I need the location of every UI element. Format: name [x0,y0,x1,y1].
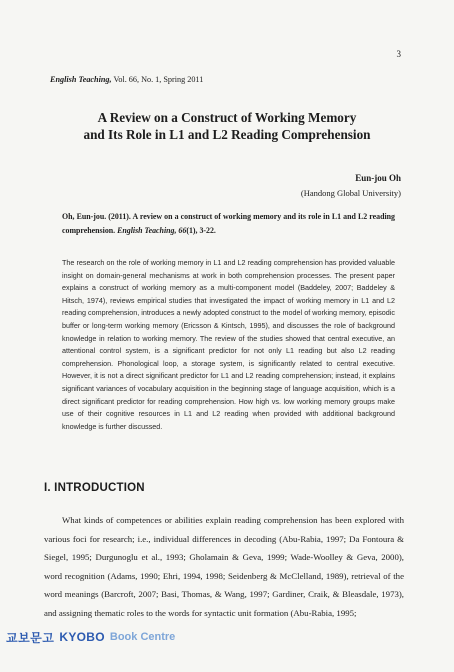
section-heading: I. INTRODUCTION [44,482,145,494]
author-name: Eun-jou Oh [355,173,401,183]
watermark-sub: Book Centre [109,631,176,643]
author-affiliation: (Handong Global University) [300,188,401,198]
journal-name: English Teaching, [50,75,112,84]
title-line-1: A Review on a Construct of Working Memory [97,110,357,125]
abstract: The research on the role of working memory in L1 and L2 reading comprehension has provided valuable insight on domain-general mechanisms at work in both comprehension processes. The present paper explains a construct of working memory as a multi-component model (Baddeley, 2007; Baddeley & Hitsch, 1974), reviews empirical studies that investigated the impact of working memory in L1 and L2 reading comprehension, introduces a newly adopted construct to the model of working memory, episodic buffer or long-term working memory (Ericsson & Kintsch, 1995), and discusses the role of background knowledge in relation to working memory. The review of the studies showed that central executive, an attentional control system, is a significant predictor for not only L1 reading but also L2 reading comprehension. Phonological loop, a storage system, is significantly related to central executive. However, it is not a direct significant predictor for L1 and L2 reading comprehension; instead, it explains significant variances of vocabulary acquisition in the beginning stage of language acquisition, which is a direct significant predictor for reading comprehension. How high vs. low working memory groups make use of their cognitive resources in L1 and L2 reading when provided with additional background knowledge is further discussed. [62,258,395,431]
watermark-brand: KYOBO [59,630,105,644]
title-line-2: and Its Role in L1 and L2 Reading Comprehension [83,127,371,142]
journal-header [50,75,203,84]
citation-journal: English Teaching, 66 [117,226,187,235]
page-number: 3 [396,49,401,59]
citation-suffix: (1), 3-22. [186,226,216,235]
kyobo-watermark [6,630,175,644]
article-title [0,109,454,143]
journal-issue: Vol. 66, No. 1, Spring 2011 [111,75,204,84]
watermark-korean: 교보문고 [6,630,55,645]
citation-prefix: Oh, Eun-jou. (2011). A review on a construct of working memory and its role in L1 and L2 reading comprehension. [62,212,395,235]
intro-paragraph: What kinds of competences or abilities explain reading comprehension has been explored with various foci for research; i.e., individual differences in decoding (Abu-Rabia, 1997; Da Fontoura & Siegel, 1995; Durgunoglu et al., 1993; Gholamain & Geva, 1999; Wade-Woolley & Geva, 2000), word recognition (Adams, 1990; Ehri, 1994, 1998; Seidenberg & McClelland, 1989), retrieval of the word meanings (Barcroft, 2007; Basi, Thomas, & Wang, 1997; Gardiner, Craik, & Bleasdale, 1973), and assigning thematic roles to the words for syntactic unit formation (Abu-Rabia, 1995; [44,515,404,618]
citation [62,210,395,238]
